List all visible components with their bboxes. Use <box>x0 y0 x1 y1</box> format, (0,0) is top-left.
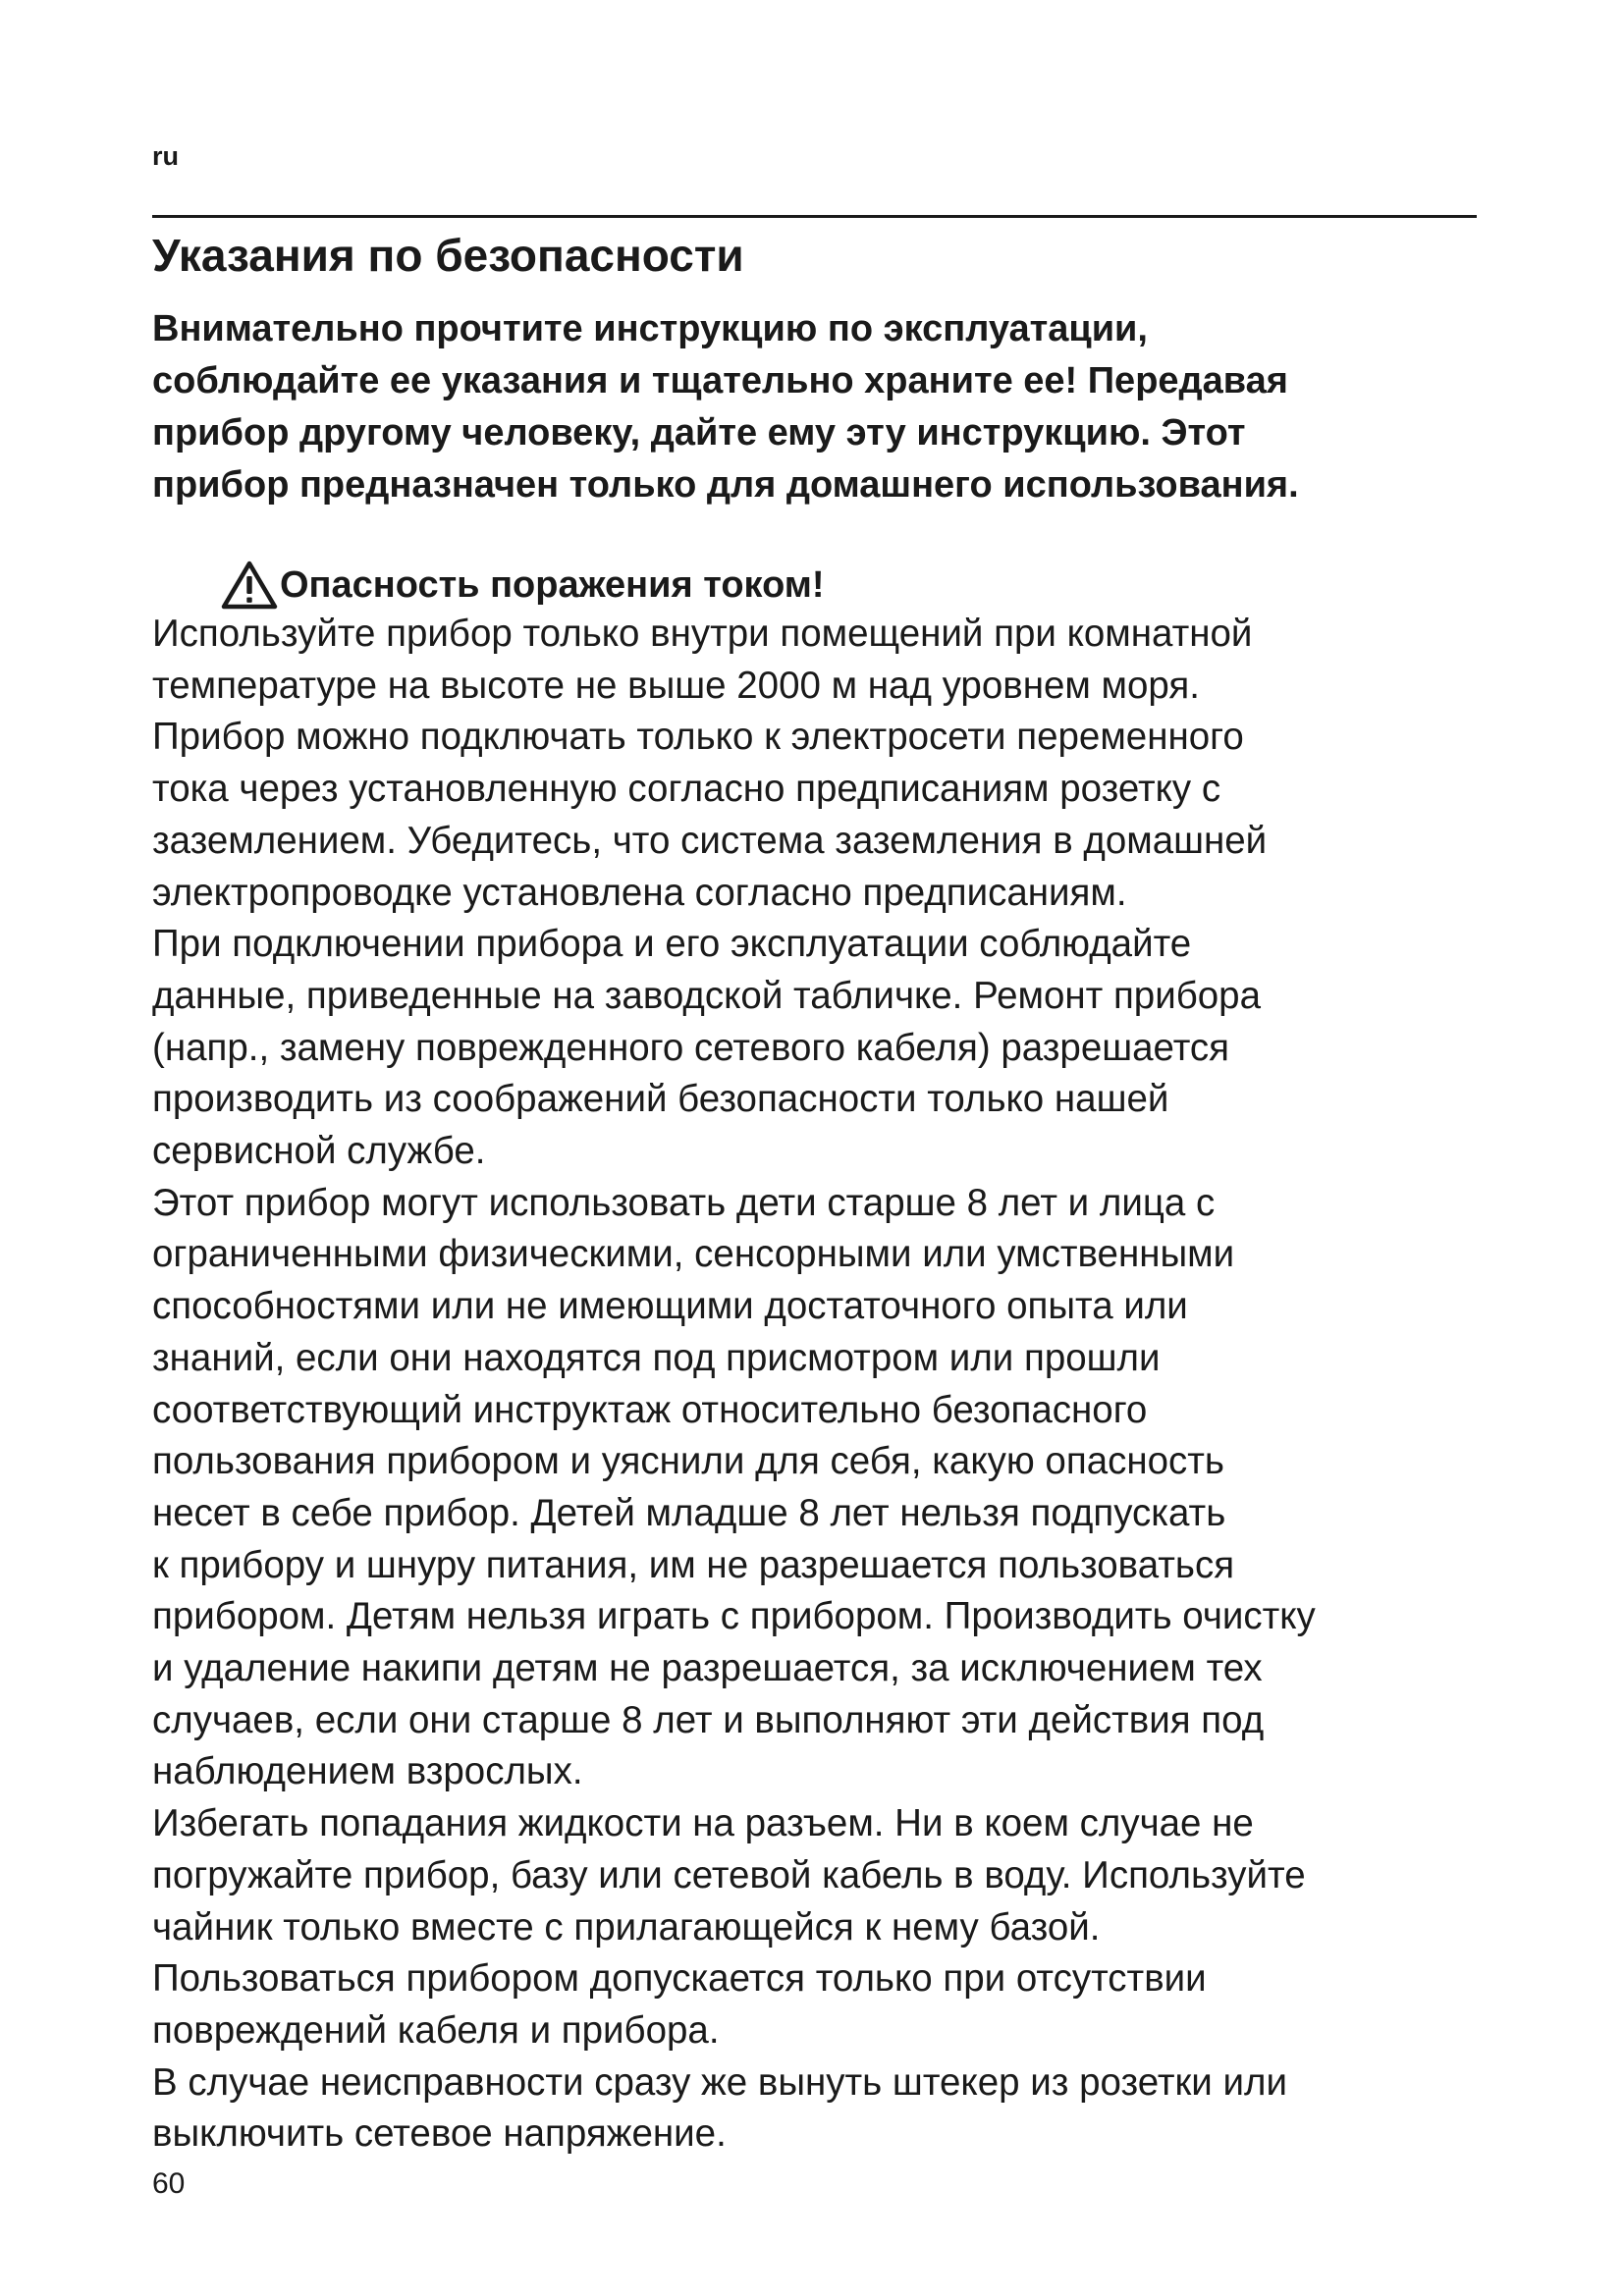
body-line: При подключении прибора и его эксплуатации соблюдайте <box>152 923 1192 966</box>
body-line: тока через установленную согласно предписаниям розетку с <box>152 768 1221 811</box>
warning-triangle-icon <box>221 561 278 610</box>
body-line: данные, приведенные на заводской табличке. Ремонт прибора <box>152 974 1262 1017</box>
page-number: 60 <box>152 2167 186 2200</box>
body-line: (напр., замену поврежденного сетевого кабеля) разрешается <box>152 1026 1229 1069</box>
body-line: и удаление накипи детям не разрешается, за исключением тех <box>152 1647 1263 1690</box>
warning-heading <box>221 558 825 613</box>
body-line: В случае неисправности сразу же вынуть штекер из розетки или <box>152 2060 1287 2104</box>
body-line: Пользоваться прибором допускается только при отсутствии <box>152 1957 1207 2001</box>
body-line: ограниченными физическими, сенсорными или умственными <box>152 1233 1235 1276</box>
body-line: пользования прибором и уяснили для себя, какую опасность <box>152 1440 1224 1483</box>
body-line: производить из соображений безопасности только нашей <box>152 1078 1169 1121</box>
intro-line: Внимательно прочтите инструкцию по эксплуатации, <box>152 308 1148 349</box>
language-label: ru <box>152 141 179 171</box>
body-line: чайник только вместе с прилагающейся к нему базой. <box>152 1905 1101 1949</box>
body-line: прибором. Детям нельзя играть с прибором. Производить очистку <box>152 1595 1316 1638</box>
intro-paragraph <box>152 303 1546 511</box>
body-line: погружайте прибор, базу или сетевой кабель в воду. Используйте <box>152 1853 1306 1896</box>
header-divider <box>152 215 1477 218</box>
body-line: Прибор можно подключать только к электросети переменного <box>152 716 1244 759</box>
body-line: способностями или не имеющими достаточного опыта или <box>152 1285 1188 1328</box>
intro-line: прибор предназначен только для домашнего использования. <box>152 464 1299 506</box>
body-line: наблюдением взрослых. <box>152 1750 583 1793</box>
warning-title: Опасность поражения током! <box>280 563 825 606</box>
body-line: Этот прибор могут использовать дети старше 8 лет и лица с <box>152 1181 1216 1224</box>
body-line: знаний, если они находятся под присмотром или прошли <box>152 1336 1161 1379</box>
safety-body <box>152 609 1566 2161</box>
body-line: заземлением. Убедитесь, что система заземления в домашней <box>152 819 1268 862</box>
body-line: случаев, если они старше 8 лет и выполняют эти действия под <box>152 1698 1265 1741</box>
body-line: электропроводке установлена согласно предписаниям. <box>152 871 1127 914</box>
body-line: выключить сетевое напряжение. <box>152 2112 727 2156</box>
body-line: к прибору и шнуру питания, им не разрешается пользоваться <box>152 1543 1235 1586</box>
intro-line: соблюдайте ее указания и тщательно храните ее! Передавая <box>152 360 1288 401</box>
body-line: температуре на высоте не выше 2000 м над уровнем моря. <box>152 664 1200 707</box>
body-line: Используйте прибор только внутри помещений при комнатной <box>152 613 1253 655</box>
page-title: Указания по безопасности <box>152 230 744 281</box>
body-line: повреждений кабеля и прибора. <box>152 2008 720 2052</box>
intro-line: прибор другому человеку, дайте ему эту инструкцию. Этот <box>152 412 1246 454</box>
body-line: соответствующий инструктаж относительно безопасного <box>152 1388 1148 1431</box>
body-line: несет в себе прибор. Детей младше 8 лет нельзя подпускать <box>152 1491 1226 1534</box>
body-line: Избегать попадания жидкости на разъем. Ни в коем случае не <box>152 1802 1254 1845</box>
body-line: сервисной службе. <box>152 1130 486 1173</box>
